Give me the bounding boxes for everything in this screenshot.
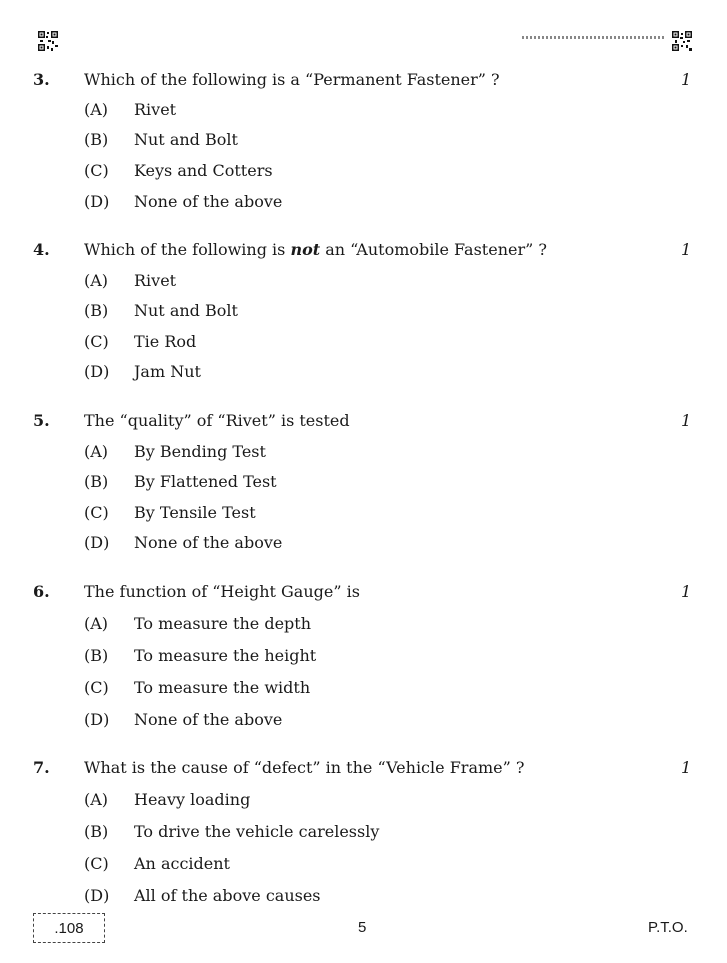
option-label: (C): [84, 854, 109, 873]
option-text: Nut and Bolt: [134, 130, 238, 149]
option-label: (C): [84, 332, 109, 351]
option-label: (A): [84, 442, 109, 461]
option-label: (C): [84, 678, 109, 697]
option-label: (B): [84, 646, 109, 665]
option-a: [0, 100, 727, 120]
option-text: Tie Rod: [134, 332, 197, 351]
qr-code-icon: [672, 31, 692, 51]
option-text: All of the above causes: [134, 886, 321, 905]
option-a: [0, 614, 727, 634]
question-marks: 1: [681, 240, 692, 259]
option-text: Rivet: [134, 271, 177, 290]
question-number: 7.: [33, 758, 50, 777]
option-text: To measure the height: [134, 646, 317, 665]
option-text: By Flattened Test: [134, 472, 277, 491]
option-label: (D): [84, 710, 110, 729]
option-label: (A): [84, 100, 109, 119]
question-text: Which of the following is a “Permanent Fastener” ?: [84, 70, 500, 89]
option-text: Keys and Cotters: [134, 161, 273, 180]
option-label: (A): [84, 790, 109, 809]
question-number: 4.: [33, 240, 50, 259]
option-text: None of the above: [134, 192, 283, 211]
option-a: [0, 790, 727, 810]
option-label: (D): [84, 362, 110, 381]
option-b: [0, 130, 727, 150]
option-text: Rivet: [134, 100, 177, 119]
option-d: [0, 362, 727, 382]
paper-code: .108: [54, 919, 84, 937]
question-text-after: an “Automobile Fastener” ?: [320, 240, 547, 259]
question-marks: 1: [681, 70, 692, 89]
option-label: (B): [84, 472, 109, 491]
option-b: [0, 646, 727, 666]
option-label: (A): [84, 271, 109, 290]
question-marks: 1: [681, 758, 692, 777]
option-label: (D): [84, 533, 110, 552]
question-text: The function of “Height Gauge” is: [84, 582, 360, 601]
option-text: Nut and Bolt: [134, 301, 238, 320]
option-text: None of the above: [134, 710, 283, 729]
option-a: [0, 442, 727, 462]
option-d: [0, 710, 727, 730]
question-text: What is the cause of “defect” in the “Vehicle Frame” ?: [84, 758, 525, 777]
paper-code-box: [33, 913, 105, 943]
option-b: [0, 822, 727, 842]
option-text: To measure the width: [134, 678, 311, 697]
option-text: To measure the depth: [134, 614, 312, 633]
option-c: [0, 503, 727, 523]
option-label: (B): [84, 130, 109, 149]
option-a: [0, 271, 727, 291]
option-d: [0, 886, 727, 906]
question-marks: 1: [681, 411, 692, 430]
option-text: An accident: [134, 854, 230, 873]
question-marks: 1: [681, 582, 692, 601]
option-c: [0, 161, 727, 181]
option-d: [0, 192, 727, 212]
option-d: [0, 533, 727, 553]
question-text-before: Which of the following is: [84, 240, 291, 259]
option-text: Jam Nut: [134, 362, 201, 381]
page-number: 5: [358, 919, 367, 936]
option-label: (D): [84, 886, 110, 905]
option-text: Heavy loading: [134, 790, 251, 809]
option-label: (B): [84, 301, 109, 320]
option-label: (D): [84, 192, 110, 211]
question-text: [84, 240, 547, 259]
qr-code-icon: [38, 31, 58, 51]
option-c: [0, 854, 727, 874]
option-text: By Bending Test: [134, 442, 266, 461]
question-number: 5.: [33, 411, 50, 430]
option-label: (C): [84, 161, 109, 180]
question-number: 3.: [33, 70, 50, 89]
option-c: [0, 678, 727, 698]
option-label: (A): [84, 614, 109, 633]
header-dashed-line: [522, 36, 664, 39]
question-text-emphasis: not: [290, 240, 321, 259]
option-b: [0, 301, 727, 321]
option-text: None of the above: [134, 533, 283, 552]
option-label: (C): [84, 503, 109, 522]
option-text: To drive the vehicle carelessly: [134, 822, 380, 841]
option-label: (B): [84, 822, 109, 841]
option-b: [0, 472, 727, 492]
question-text: The “quality” of “Rivet” is tested: [84, 411, 350, 430]
pto-label: P.T.O.: [648, 919, 688, 936]
option-text: By Tensile Test: [134, 503, 256, 522]
option-c: [0, 332, 727, 352]
question-number: 6.: [33, 582, 50, 601]
